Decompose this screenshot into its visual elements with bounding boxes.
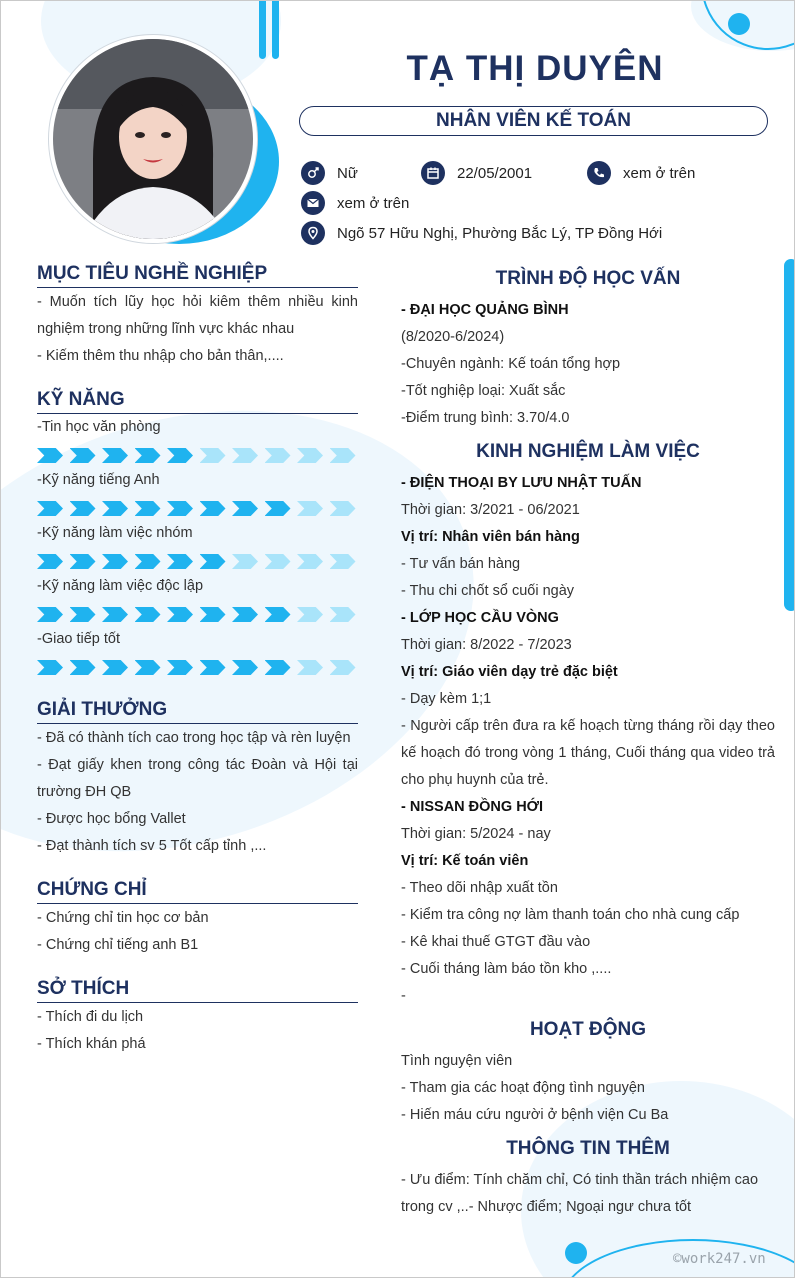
watermark: ©work247.vn [673,1251,766,1267]
job-task: - Kiểm tra công nợ làm thanh toán cho nhà cung cấp [401,907,740,923]
job-task: - Kê khai thuế GTGT đầu vào [401,934,591,950]
skill-chevron-filled [135,554,161,569]
skill-chevron-filled [167,554,193,569]
hobbies-title: SỞ THÍCH [37,978,358,1003]
decor-bar [784,259,795,611]
experience-title: KINH NGHIỆM LÀM VIỆC [476,441,700,462]
avatar-image [53,39,253,239]
decor-dot [565,1242,587,1264]
skill-chevron-filled [70,607,96,622]
skill-chevron-filled [167,501,193,516]
skill-chevron-filled [102,448,128,463]
skill-chevron-empty [330,660,356,675]
skill-chevron-filled [102,660,128,675]
education-title: TRÌNH ĐỘ HỌC VẤN [495,268,681,289]
job-task: - Theo dõi nhập xuất tồn [401,880,558,896]
awards-title: GIẢI THƯỞNG [37,699,358,724]
job-title: NHÂN VIÊN KẾ TOÁN [299,106,768,136]
skill-chevron-filled [167,607,193,622]
skill-chevron-empty [330,607,356,622]
contact-email [301,191,409,215]
job-time: Thời gian: 8/2022 - 7/2023 [401,637,572,653]
job-position: Vị trí: Giáo viên dạy trẻ đặc biệt [401,664,618,680]
job-task: - Cuối tháng làm báo tồn kho ,.... [401,961,612,977]
hobby-line: - Thích khán phá [37,1036,146,1052]
award-line: - Đạt giấy khen trong công tác Đoàn và Hội tại trường ĐH QB [37,757,358,800]
skill-chevron-filled [265,660,291,675]
skill-chevron-filled [265,607,291,622]
skill-chevron-empty [232,554,258,569]
skill-chevron-filled [200,501,226,516]
skill-chevron-empty [232,448,258,463]
skill-chevron-filled [102,501,128,516]
skill-rating [37,554,362,569]
activity-line: Tình nguyện viên [401,1053,513,1069]
certificate-line: - Chứng chỉ tin học cơ bản [37,910,209,926]
decor-bar [272,1,279,59]
skill-chevron-filled [135,607,161,622]
decor-dot [728,13,750,35]
skill-chevron-empty [330,448,356,463]
skill-chevron-filled [167,660,193,675]
skill-chevron-filled [70,660,96,675]
phone-icon [587,161,611,185]
skill-chevron-filled [102,554,128,569]
skill-label: -Kỹ năng làm việc nhóm [37,525,193,541]
skill-chevron-filled [135,660,161,675]
skill-chevron-empty [265,554,291,569]
skill-chevron-empty [297,448,323,463]
skill-rating [37,660,362,675]
phone-value: xem ở trên [623,164,696,182]
location-icon [301,221,325,245]
more-info-text: - Ưu điểm: Tính chăm chỉ, Có tinh thần trách nhiệm cao trong cv ,..- Nhược điểm; Ngoại ngư chưa tốt [401,1172,759,1215]
objective-line: - Kiếm thêm thu nhập cho bản thân,.... [37,348,284,364]
more-info-title: THÔNG TIN THÊM [506,1138,670,1159]
skill-chevron-empty [330,501,356,516]
skill-chevron-filled [37,660,63,675]
skill-chevron-filled [232,501,258,516]
job-task: - Tư vấn bán hàng [401,556,521,572]
job-position: Vị trí: Nhân viên bán hàng [401,529,580,545]
email-icon [301,191,325,215]
skill-label: -Giao tiếp tốt [37,631,121,647]
job-task: - Thu chi chốt sổ cuối ngày [401,583,575,599]
objective-line: - Muốn tích lũy học hỏi kiêm thêm nhiều kinh nghiệm trong những lĩnh vực khác nhau [37,294,358,337]
skill-chevron-filled [37,607,63,622]
gender-value: Nữ [337,164,358,182]
education-line: -Tốt nghiệp loại: Xuất sắc [401,383,566,399]
decor-bar [259,1,266,59]
job-task: - [401,988,406,1004]
job-time: Thời gian: 3/2021 - 06/2021 [401,502,580,518]
education-line: -Điểm trung bình: 3.70/4.0 [401,410,570,426]
activities-title: HOẠT ĐỘNG [529,1019,647,1040]
skill-chevron-filled [70,448,96,463]
award-line: - Đạt thành tích sv 5 Tốt cấp tỉnh ,... [37,838,267,854]
job-company: - LỚP HỌC CẦU VÒNG [401,610,559,626]
job-task: - Dạy kèm 1;1 [401,691,492,707]
skills-title: KỸ NĂNG [37,389,358,414]
activity-line: - Hiến máu cứu người ở bệnh viện Cu Ba [401,1107,669,1123]
skill-chevron-empty [297,607,323,622]
skill-chevron-filled [37,554,63,569]
award-line: - Được học bổng Vallet [37,811,186,827]
skill-chevron-filled [200,554,226,569]
skill-chevron-empty [297,554,323,569]
skill-chevron-filled [135,501,161,516]
job-task: - Người cấp trên đưa ra kế hoạch từng tháng rồi dạy theo kế hoạch đó trong vòng 1 tháng, Cuối tháng qua video trả cho phụ huynh của trẻ. [401,718,775,788]
skill-chevron-empty [297,660,323,675]
skill-chevron-empty [297,501,323,516]
skill-chevron-filled [167,448,193,463]
job-position: Vị trí: Kế toán viên [401,853,529,869]
skill-chevron-filled [265,501,291,516]
activity-line: - Tham gia các hoạt động tình nguyện [401,1080,645,1096]
contact-gender [301,161,358,185]
education-line: -Chuyên ngành: Kế toán tổng hợp [401,356,621,372]
skill-chevron-filled [200,660,226,675]
skill-chevron-filled [102,607,128,622]
contact-phone [587,161,695,185]
education-school: - ĐẠI HỌC QUẢNG BÌNH [401,302,569,318]
certificates-title: CHỨNG CHỈ [37,879,358,904]
skill-chevron-empty [200,448,226,463]
address-value: Ngõ 57 Hữu Nghị, Phường Bắc Lý, TP Đồng Hới [337,224,663,242]
skill-chevron-filled [70,554,96,569]
skill-chevron-empty [265,448,291,463]
email-value: xem ở trên [337,194,410,212]
job-company: - NISSAN ĐỒNG HỚI [401,799,544,815]
skill-chevron-filled [37,501,63,516]
skill-chevron-empty [330,554,356,569]
award-line: - Đã có thành tích cao trong học tập và rèn luyện [37,730,351,746]
skill-chevron-filled [135,448,161,463]
certificate-line: - Chứng chỉ tiếng anh B1 [37,937,199,953]
objective-title: MỤC TIÊU NGHỀ NGHIỆP [37,263,358,288]
education-line: (8/2020-6/2024) [401,329,505,345]
candidate-name: TẠ THỊ DUYÊN [406,49,664,88]
skill-chevron-filled [37,448,63,463]
contact-birthday [421,161,532,185]
skill-chevron-filled [200,607,226,622]
birthday-value: 22/05/2001 [457,164,533,182]
skill-label: -Kỹ năng tiếng Anh [37,472,160,488]
contact-address [301,221,662,245]
skill-chevron-filled [232,607,258,622]
gender-icon [301,161,325,185]
skill-chevron-filled [232,660,258,675]
skill-chevron-filled [70,501,96,516]
job-company: - ĐIỆN THOẠI BY LƯU NHẬT TUẤN [401,475,642,491]
skill-rating [37,448,362,463]
skill-rating [37,501,362,516]
skill-label: -Tin học văn phòng [37,419,161,435]
skill-label: -Kỹ năng làm việc độc lập [37,578,204,594]
calendar-icon [421,161,445,185]
job-time: Thời gian: 5/2024 - nay [401,826,551,842]
skill-rating [37,607,362,622]
avatar [49,35,257,243]
hobby-line: - Thích đi du lịch [37,1009,144,1025]
